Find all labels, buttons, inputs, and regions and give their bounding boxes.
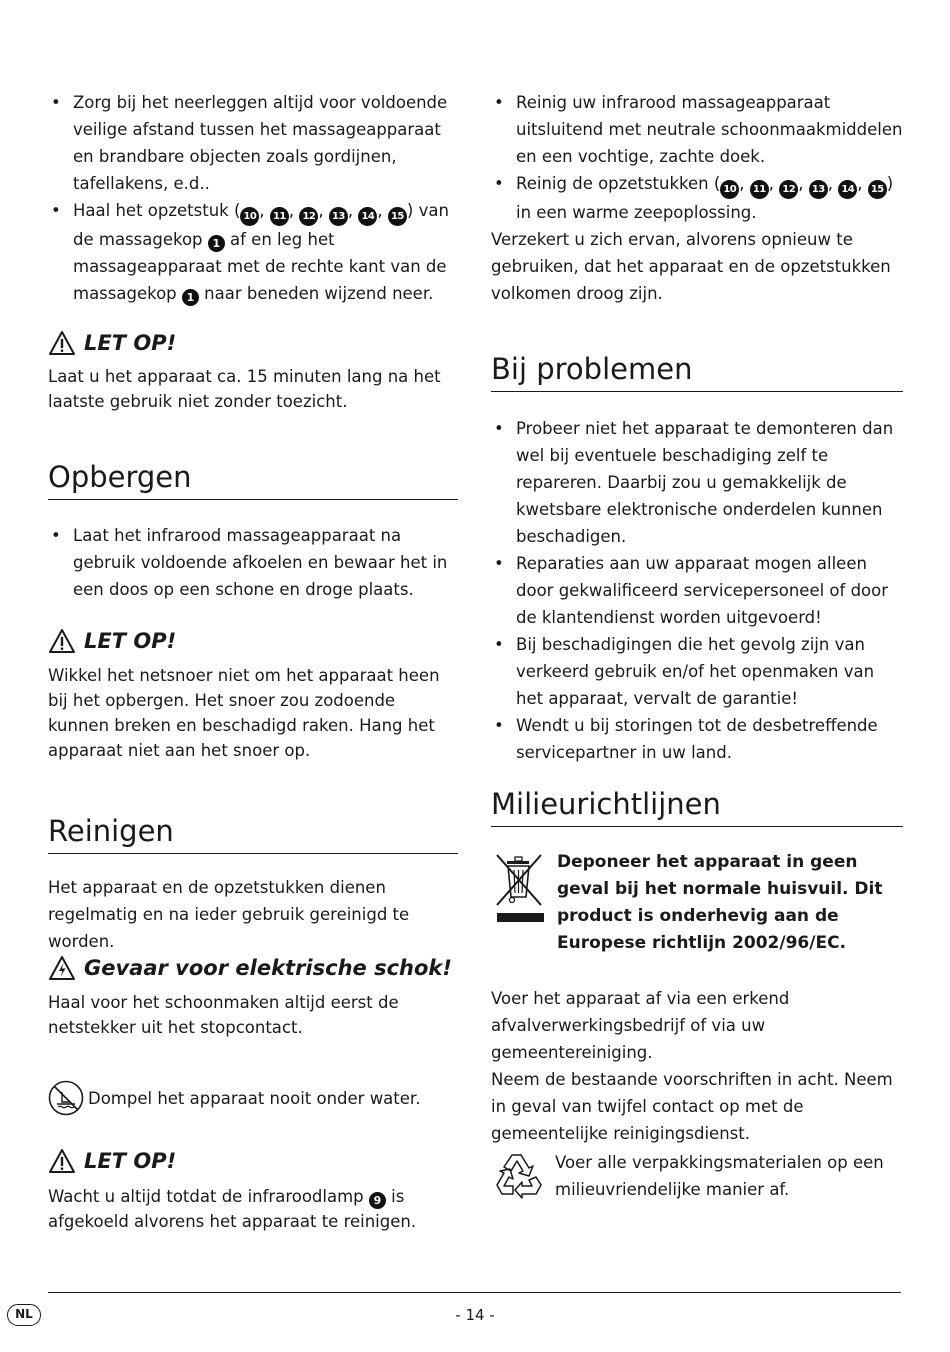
list-item: • Reinig uw infrarood massageapparaat uitsluitend met neutrale schoonmaakmiddelen en een vochtige, zachte doek. (491, 89, 903, 170)
section-opbergen (48, 458, 458, 603)
list-item: • Haal het opzetstuk ( 10 , 11 , 12 , 13 , 14 , 15 ) van de massagekop 1 af en leg het massageapparaat met de rechte kant van de massagekop 1 naar beneden wijzend neer. (48, 197, 458, 307)
warning-text-part: Wacht u altijd totdat de infraroodlamp (48, 1187, 369, 1206)
electric-shock-warning-icon (48, 955, 76, 981)
part-number-badge: 11 (270, 207, 289, 226)
warning-triangle-icon (48, 628, 76, 654)
warning-block-2 (48, 628, 458, 763)
language-badge: NL (7, 1304, 41, 1326)
opbergen-bullets (48, 522, 458, 603)
warning-title: LET OP! (84, 331, 177, 355)
warning-title: LET OP! (84, 1149, 177, 1173)
warning-text: Wikkel het netsnoer niet om het apparaat heen bij het opbergen. Het snoer zou zodoende kunnen breken en beschadigd raken. Hang het apparaat niet aan het snoer op. (48, 666, 440, 760)
placement-bullets (48, 89, 458, 307)
left-column (48, 89, 458, 307)
part-number-badge: 1 (208, 235, 225, 252)
warning-heading (48, 955, 458, 981)
list-item-text: Haal het opzetstuk ( (73, 201, 241, 220)
water-notice (48, 1080, 458, 1116)
section-heading: Milieurichtlijnen (491, 785, 903, 827)
list-item-text: ) van de massagekop (73, 201, 449, 249)
part-number-badge: 9 (369, 1192, 386, 1209)
recycle-notice (491, 1149, 903, 1203)
list-item: • Wendt u bij storingen tot de desbetreffende servicepartner in uw land. (491, 712, 903, 766)
right-column-cleaning (491, 89, 903, 307)
problemen-bullets (491, 415, 903, 766)
weee-text: Deponeer het apparaat in geen geval bij het normale huisvuil. Dit product is onderhevig aan de Europese richtlijn 2002/96/EC. (557, 852, 883, 953)
warning-block-3 (48, 1148, 458, 1234)
list-item-text: af en leg het massageapparaat met de rechte kant van de massagekop (73, 230, 447, 303)
list-item-text: Reinig de opzetstukken ( (516, 174, 721, 193)
warning-heading (48, 1148, 458, 1174)
warning-heading (48, 628, 458, 654)
part-number-badge: 13 (329, 207, 348, 226)
reinigen-text: Het apparaat en de opzetstukken dienen regelmatig en na ieder gebruik gereinigd te worden. (48, 878, 410, 951)
warning-text: Laat u het apparaat ca. 15 minuten lang na het laatste gebruik niet zonder toezicht. (48, 367, 441, 411)
part-number-badge: 15 (868, 180, 887, 199)
part-number-badge: 10 (240, 207, 259, 226)
page-number: - 14 - (455, 1306, 495, 1324)
list-item: • Probeer niet het apparaat te demonteren dan wel bij eventuele beschadiging zelf te repareren. Daarbij zou u gemakkelijk de kwetsbare elektronische onderdelen kunnen beschadigen. (491, 415, 903, 550)
section-milieu (491, 785, 903, 827)
warning-block-1 (48, 330, 458, 414)
part-number-badge: 12 (779, 180, 798, 199)
section-problemen (491, 350, 903, 766)
water-notice-text: Dompel het apparaat nooit onder water. (88, 1088, 421, 1108)
warning-heading (48, 330, 458, 356)
list-item: • Laat het infrarood massageapparaat na gebruik voldoende afkoelen en bewaar het in een doos op een schone en droge plaats. (48, 522, 458, 603)
warning-text: Haal voor het schoonmaken altijd eerst de netstekker uit het stopcontact. (48, 993, 399, 1037)
part-number-badge: 10 (720, 180, 739, 199)
list-item-text: naar beneden wijzend neer. (198, 284, 434, 303)
part-number-badge: 13 (809, 180, 828, 199)
part-number-badge: 15 (388, 207, 407, 226)
no-water-immersion-icon (48, 1080, 84, 1116)
section-heading: Opbergen (48, 458, 458, 500)
part-number-badge: 14 (838, 180, 857, 199)
warning-triangle-icon (48, 1148, 76, 1174)
crossed-out-wheelie-bin-icon (491, 851, 547, 923)
shock-warning (48, 955, 458, 1040)
recycle-text: Voer alle verpakkingsmaterialen op een milieuvriendelijke manier af. (555, 1153, 884, 1199)
part-number-badge: 11 (750, 180, 769, 199)
cleaning-bullets (491, 89, 903, 226)
list-item: • Zorg bij het neerleggen altijd voor voldoende veilige afstand tussen het massageapparaat en brandbare objecten zoals gordijnen, tafellakens, e.d.. (48, 89, 458, 197)
list-item: • Reparaties aan uw apparaat mogen alleen door gekwalificeerd servicepersoneel of door de klantendienst worden uitgevoerd! (491, 550, 903, 631)
disposal-text: Neem de bestaande voorschriften in acht. Neem in geval van twijfel contact op met de gemeentelijke reinigingsdienst. (491, 1070, 893, 1143)
warning-text (48, 1184, 458, 1234)
warning-title: LET OP! (84, 629, 177, 653)
dry-text: Verzekert u zich ervan, alvorens opnieuw te gebruiken, dat het apparaat en de opzetstukken volkomen droog zijn. (491, 230, 891, 303)
disposal-text: Voer het apparaat af via een erkend afvalverwerkingsbedrijf of via uw gemeentereiniging. (491, 989, 790, 1062)
warning-triangle-icon (48, 330, 76, 356)
section-reinigen (48, 812, 458, 955)
part-number-badge: 1 (182, 289, 199, 306)
section-heading: Bij problemen (491, 350, 903, 392)
recycle-icon (491, 1149, 547, 1201)
section-heading: Reinigen (48, 812, 458, 854)
warning-title: Gevaar voor elektrische schok! (84, 956, 452, 980)
weee-notice (491, 849, 903, 957)
warning-text-part: is afgekoeld alvorens het apparaat te reinigen. (48, 1187, 417, 1231)
part-number-badge: 12 (299, 207, 318, 226)
disposal-text-block (491, 985, 903, 1147)
part-number-badge: 14 (358, 207, 377, 226)
list-item-text: ) in een warme zeepoplossing. (516, 174, 894, 222)
list-item: • Bij beschadigingen die het gevolg zijn van verkeerd gebruik en/of het openmaken van het apparaat, vervalt de garantie! (491, 631, 903, 712)
list-item: • Reinig de opzetstukken ( 10 , 11 , 12 , 13 , 14 , 15 ) in een warme zeepoplossing. (491, 170, 903, 226)
footer-divider (48, 1292, 901, 1293)
